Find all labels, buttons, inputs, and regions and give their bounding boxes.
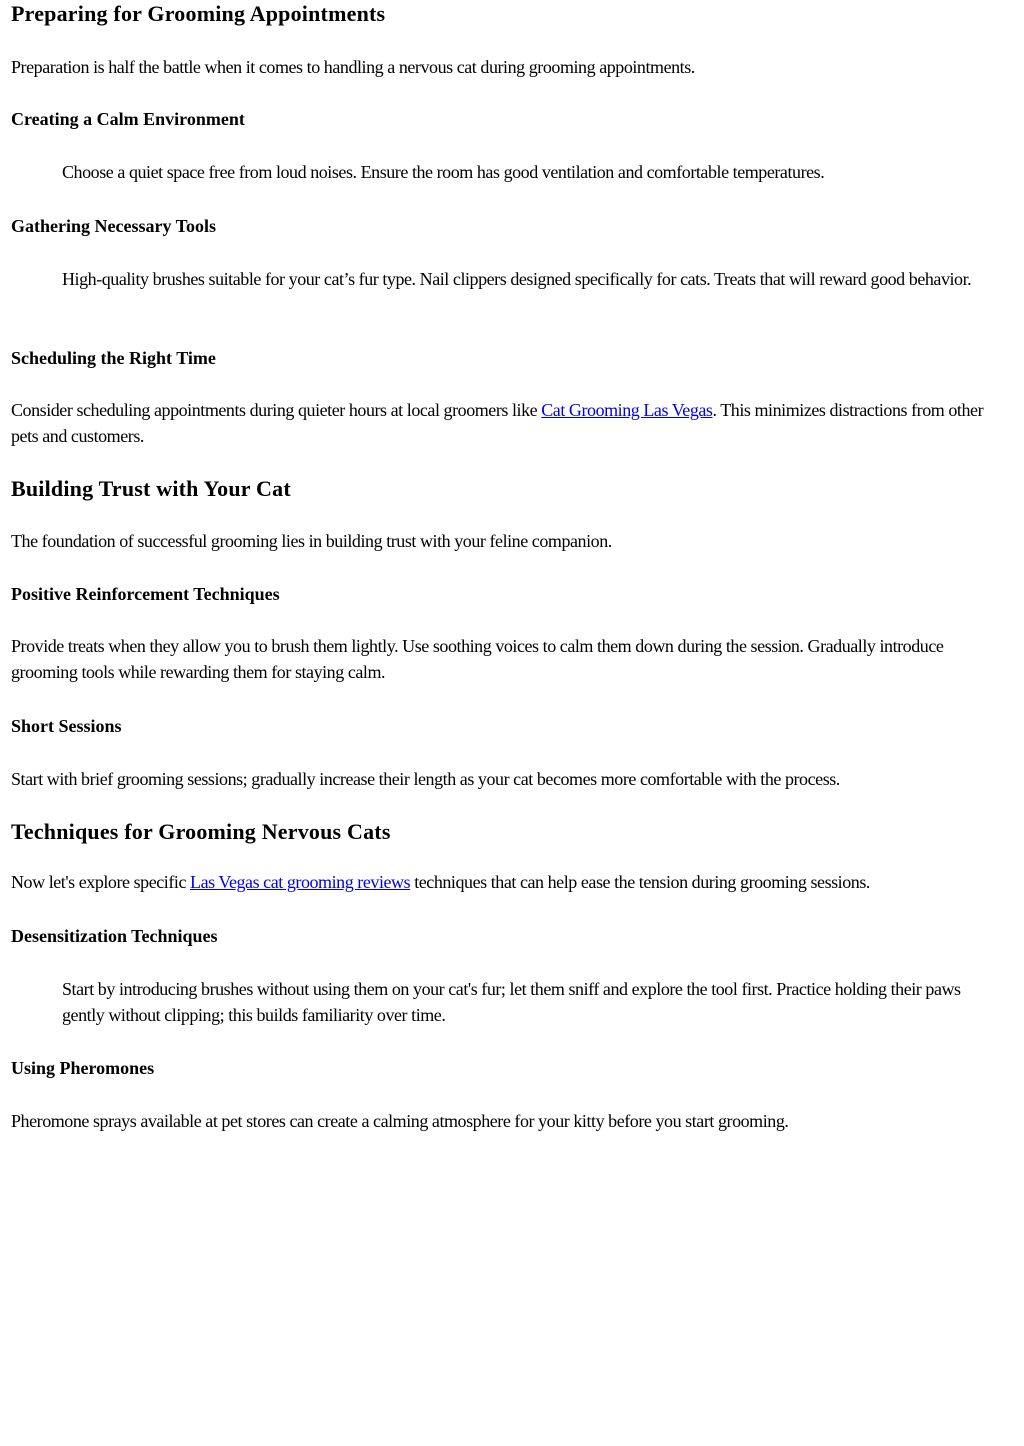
subheading-short-sessions: Short Sessions	[11, 716, 122, 736]
paragraph-pheromones: Pheromone sprays available at pet stores can create a calming atmosphere for your kitty before you start grooming.	[11, 1111, 789, 1131]
section-intro-techniques-text-after: techniques that can help ease the tension during grooming sessions.	[410, 872, 870, 892]
section-heading-techniques: Techniques for Grooming Nervous Cats	[11, 819, 391, 844]
paragraph-right-time	[11, 397, 1001, 449]
subheading-necessary-tools: Gathering Necessary Tools	[11, 216, 216, 236]
section-intro-building-trust: The foundation of successful grooming lies in building trust with your feline companion.	[11, 531, 612, 551]
paragraph-positive-reinforcement: Provide treats when they allow you to brush them lightly. Use soothing voices to calm them down during the session. Gradually introduce grooming tools while rewarding them for staying calm.	[11, 636, 944, 682]
section-heading-building-trust: Building Trust with Your Cat	[11, 476, 291, 501]
cat-grooming-las-vegas-link[interactable]: Cat Grooming Las Vegas	[541, 400, 713, 420]
paragraph-desensitization: Start by introducing brushes without using them on your cat's fur; let them sniff and explore the tool first. Practice holding their paws gently without clipping; this builds familiarity over time.	[62, 979, 961, 1025]
las-vegas-cat-grooming-reviews-link[interactable]: Las Vegas cat grooming reviews	[190, 872, 411, 892]
paragraph-necessary-tools: High-quality brushes suitable for your cat’s fur type. Nail clippers designed specifically for cats. Treats that will reward good behavior.	[62, 269, 972, 289]
paragraph-right-time-text-before: Consider scheduling appointments during quieter hours at local groomers like	[11, 400, 542, 420]
subheading-positive-reinforcement: Positive Reinforcement Techniques	[11, 584, 280, 604]
subheading-calm-environment: Creating a Calm Environment	[11, 109, 245, 129]
subheading-pheromones: Using Pheromones	[11, 1058, 155, 1078]
paragraph-right-time-text-after: . This minimizes distractions from other pets and customers.	[11, 400, 984, 446]
subheading-right-time: Scheduling the Right Time	[11, 348, 216, 368]
subheading-desensitization: Desensitization Techniques	[11, 926, 218, 946]
section-intro-preparing: Preparation is half the battle when it comes to handling a nervous cat during grooming appointments.	[11, 57, 695, 77]
section-heading-preparing: Preparing for Grooming Appointments	[11, 1, 386, 26]
paragraph-short-sessions: Start with brief grooming sessions; gradually increase their length as your cat becomes more comfortable with the process.	[11, 769, 840, 789]
section-intro-techniques	[11, 869, 1001, 895]
paragraph-calm-environment: Choose a quiet space free from loud noises. Ensure the room has good ventilation and comfortable temperatures.	[62, 162, 825, 182]
section-intro-techniques-text-before: Now let's explore specific	[11, 872, 191, 892]
